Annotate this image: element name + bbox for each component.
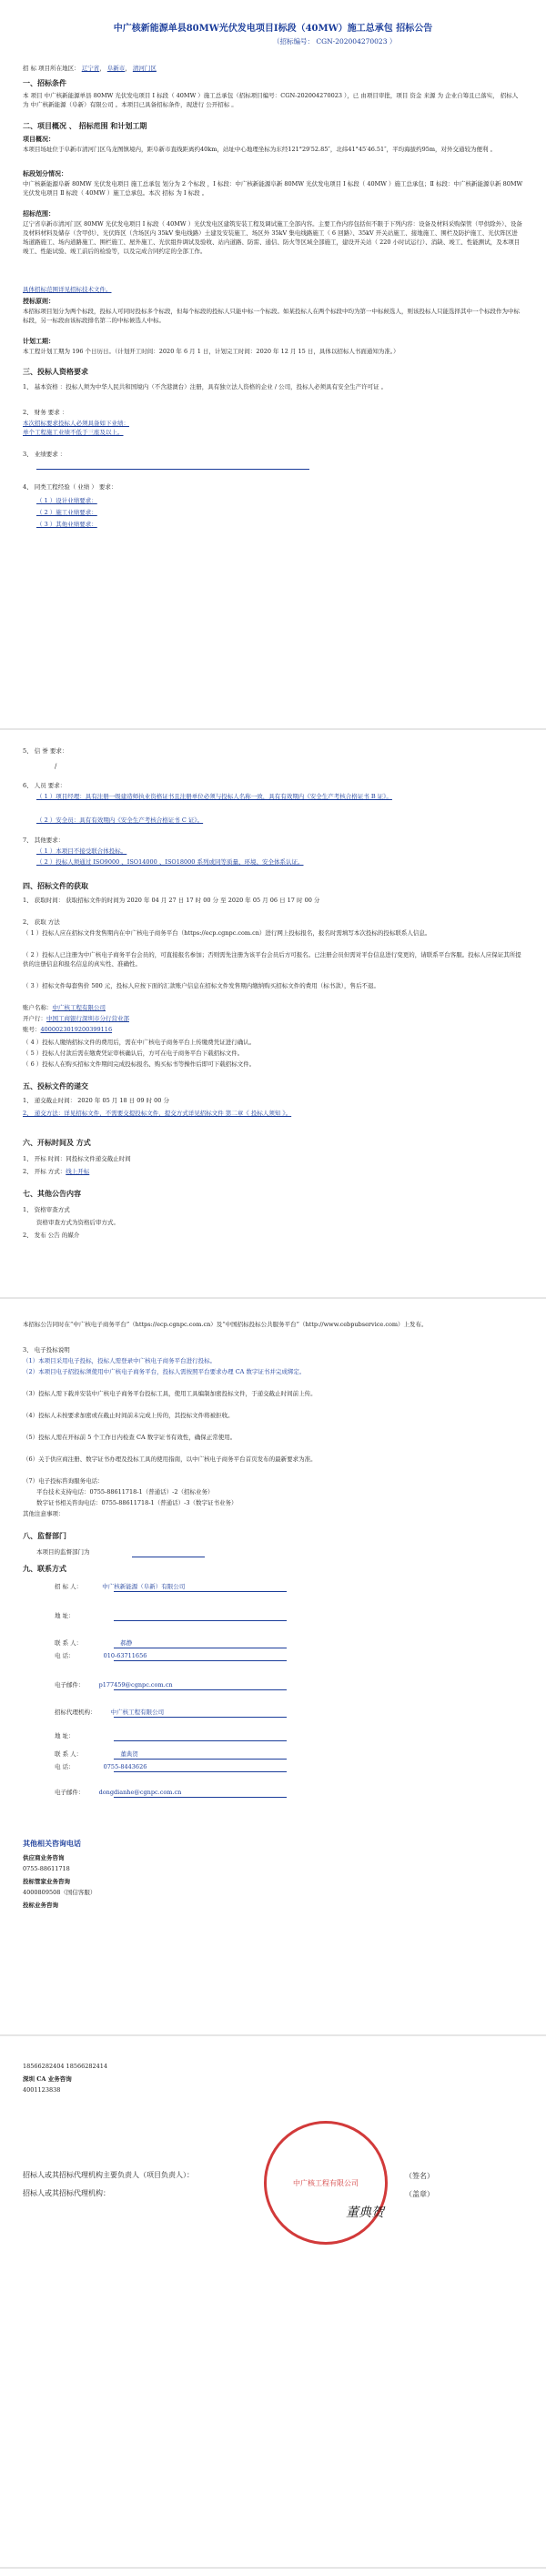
open-time: 1、 开标 时间：同投标文件递交截止时间 — [23, 1155, 131, 1162]
seal-blank: （盖章） — [405, 2190, 434, 2198]
tenderer-phone: 010-63711656 — [103, 1652, 147, 1659]
agent-addr-row: 地 址： — [55, 1732, 75, 1739]
award-principle-label: 授标原则： — [23, 298, 55, 305]
bid-phones: 18566282404 18566282414 — [23, 2063, 108, 2070]
award-principle-body: 本招标项目划分为两个标段，投标人可同时投标多个标段，但每个标段的投标人只能中标一个标段。如某投标人在两个标段中均为第一中标候选人，则该投标人只能选择其中一个标段作为中标标段，另一标段由该标段排名第二的中标候选人中标。 — [23, 308, 520, 324]
open-method-value: 线上开标 — [66, 1168, 90, 1175]
project-overview-body: 本项目场址位于阜新市清河门区乌龙图镇境内，距阜新市直线距离约40km，站址中心地理坐标为东经121°29′52.85″，北纬41°45′46.51″，平均海拔约95m，对外交通较为便利 。 — [23, 146, 497, 153]
get-method-3: （ 3 ）招标文件每套售价 500 元，投标人应按下面的汇款账户信息在招标文件发售期内缴纳购买招标文件的费用（标书款），售后不退。 — [23, 982, 380, 989]
requirement-4b: （ 2 ）施工业绩要求： — [36, 509, 97, 516]
signer-label: 招标人或其招标代理机构主要负责人（项目负责人）： — [23, 2171, 194, 2179]
requirement-7: 7、 其他要求： — [23, 837, 65, 844]
e-bid-1: （1）本项目采用电子投标，投标人需登录中广核电子商务平台进行投标。 — [23, 1357, 217, 1364]
page-title: 中广核新能源单县80MW光伏发电项目Ⅰ标段（40MW）施工总承包 招标公告 — [113, 24, 433, 34]
invest-phone: 4000809508（国信客服） — [23, 1889, 96, 1896]
ca-phone: 4001123838 — [23, 2086, 61, 2094]
sign-blank: （签名） — [405, 2172, 434, 2180]
tenderer-contact: 郝静 — [120, 1639, 133, 1647]
district: 清河门区 — [132, 65, 157, 72]
submit-deadline: 1、 递交截止时间： 2020 年 05 月 18 日 09 时 00 分 — [23, 1097, 169, 1104]
requirement-1: 1、 基本资格 ：投标人须为中华人民共和国境内（不含港澳台）注册，具有独立法人资格的企业 / 公司，投标人必须具有安全生产许可证 。 — [23, 383, 388, 390]
e-bid-4: （4）投标人未按要求加密或在截止时间前未完成上传的，其投标文件将被拒收。 — [23, 1412, 234, 1419]
city: 阜新市 — [106, 65, 126, 72]
section-8-heading: 八、监督部门 — [23, 1532, 66, 1540]
section-6-heading: 六、开标时间及 方式 — [23, 1139, 91, 1147]
e-bid-2: （2）本项目电子招投标须使用中广核电子商务平台，投标人需按照平台要求办理 CA 数字证书并完成绑定。 — [23, 1368, 306, 1375]
requirement-4a: （ 1 ）设计业绩要求： — [36, 497, 97, 504]
bank-row: 开户行：中国工商银行深圳市分行营业部 — [23, 1015, 129, 1022]
e-bid-7a: 平台技术支持电话：0755-88611718-1（普通话）-2（招标业务） — [36, 1488, 214, 1496]
scope-body: 辽宁省阜新市清河门区 80MW 光伏发电项目 Ⅰ 标段（ 40MW ）光伏发电区建筑安装工程及调试施工全部内容。主要工作内容包括但不限于下列内容：设备及材料采购保管（甲供除外）、设备及材料材料及储存（含甲供）、光伏阵区（含场区内 35kV 集电线路）土建及安装施工、场区外 35kV 集电线路施工（ 6 回路）、35kV 开关站施工、接地施工、围栏及防护施工、光伏阵区进场道路施工、场内道路施工、围栏施工、屋外施工、光伏组件调试及验收、站内道路、防雷、通信、防火等区域全部施工，建设开关站（ 220 小时试运行）、消缺、竣工、性能测试，及本项目竣工、性能试验、竣工前后的检验等，以及完成合同约定的全部工作。 — [23, 220, 522, 255]
province: 辽宁省 — [81, 65, 100, 72]
ca-label: 深圳 CA 业务咨询 — [23, 2075, 72, 2083]
tenderer-email-row: 电子邮件： p177459@cgnpc.com.cn — [55, 1681, 173, 1689]
get-method: 2、 获取 方法 — [23, 918, 60, 926]
bid-label: 投标业务咨询 — [23, 1902, 58, 1909]
bid-number: （招标编号： CGN-202004270023 ） — [273, 37, 397, 46]
get-method-4: （ 4 ）投标人缴纳招标文件的费用后，需在中广核电子商务平台上传缴费凭证进行确认。 — [23, 1039, 256, 1046]
agent-contact: 董典贺 — [120, 1750, 138, 1758]
requirement-4: 4、 同类工程经验（ 业绩 ） 要求： — [23, 483, 117, 491]
requirement-4c: （ 3 ）其他业绩要求： — [36, 521, 97, 528]
get-time: 1、 获取时间： 获取招标文件的时间为 2020 年 04 月 27 日 17 时 00 分 至 2020 年 05 月 06 日 17 时 00 分 — [23, 897, 320, 904]
section-7-heading: 七、其他公告内容 — [23, 1190, 81, 1198]
section-1-body: 本 项目 中广核新能源单县 80MW 光伏发电项目 Ⅰ 标段（ 40MW ）施工总承包（招标项目编号：CGN-202004270023 ），已 由项目审批，项目 资金 来源 为 企业自筹且已落实， 招标人为 中广核新能源（阜新）有限公司 。本项目已具备招标条件，现进行 公开招标 。 — [23, 92, 519, 108]
requirement-6: 6、 人员 要求： — [23, 782, 66, 789]
get-method-2: （ 2 ）投标人已注册为中广核电子商务平台会员的，可直接报名参加；否则需先注册为该平台会员后方可报名。已注册会员但需对平台信息进行变更的，请联系平台客服。投标人应保证其所提供的注册信息和报名信息的真实性、准确性。 — [23, 951, 521, 968]
e-bid-7b: 数字证书相关咨询电话：0755-88611718-1（普通话）-3（数字证书业务） — [36, 1499, 238, 1506]
section-5-heading: 五、投标文件的递交 — [23, 1082, 88, 1090]
review-method: 1、 资格审查方式 — [23, 1206, 70, 1213]
review-method-value: 资格审查方式为资格后审方式。 — [36, 1219, 119, 1226]
agent-phone-row: 电 话： 0755-8443626 — [55, 1763, 147, 1770]
requirement-2-body2: 单个工程施工业绩不低于三座及以上。 — [23, 429, 124, 436]
media: 2、 发布 公告 的媒介 — [23, 1232, 80, 1239]
requirement-6-1: （ 1 ）项目经理：具有注册一级建造师执业资格证书且注册单位必须与投标人名称一致，具有有效期内《安全生产考核合格证书 B 证》。 — [36, 793, 392, 800]
account-number: 4000023019200399116 — [40, 1026, 113, 1033]
e-bid-3: （3）投标人需下载并安装中广核电子商务平台投标工具，使用工具编制加密投标文件，于递交截止时间前上传。 — [23, 1390, 317, 1397]
open-method: 2、 开标 方式：线上开标 — [23, 1168, 90, 1175]
agent-email: dongdianhe@cgnpc.com.cn — [98, 1789, 182, 1796]
agent-row: 招标代理机构： 中广核工程有限公司 — [55, 1709, 165, 1716]
requirement-3: 3、 业绩要求 ： — [23, 451, 66, 458]
requirement-7-1: （ 1 ）本项目不接受联合体投标。 — [36, 847, 127, 855]
account-row: 账户名称：中广核工程有限公司 — [23, 1004, 106, 1011]
requirement-7-2: （ 2 ）投标人须通过 ISO9000 、ISO14000 、ISO18000 系列或同等质量、环境、安全体系认证。 — [36, 858, 304, 866]
tenderer-name: 中广核新能源（阜新）有限公司 — [102, 1583, 186, 1590]
tenderer-row: 招 标 人： 中广核新能源（阜新）有限公司 — [55, 1583, 186, 1590]
tenderer-addr-row: 地 址： — [55, 1612, 75, 1619]
tenderer-phone-row: 电 话： 010-63711656 — [55, 1652, 147, 1659]
media-body: 本招标公告同时在“中广核电子商务平台”（https://ecp.cgnpc.com.cn）及“中国招标投标公共服务平台”（http://www.cebpubservice.com）上发布。 — [23, 1321, 428, 1328]
submit-method: 2、 递交方法：详见招标文件，不需要交提投标文件，提交方式详见招标文件 第二章《 投标人须知 》。 — [23, 1110, 292, 1117]
section-4-heading: 四、招标文件的获取 — [23, 882, 88, 890]
seal-label: 招标人或其招标代理机构： — [23, 2189, 110, 2197]
scope-label: 招标范围： — [23, 210, 55, 218]
invest-label: 投标管家业务咨询 — [23, 1878, 70, 1885]
agent-phone: 0755-8443626 — [103, 1763, 147, 1770]
agent-email-row: 电子邮件： dongdianhe@cgnpc.com.cn — [55, 1789, 182, 1796]
requirement-6-2: （ 2 ）安全员：具有有效期内《安全生产考核合格证书 C 证》。 — [36, 816, 204, 824]
supplier-phone: 0755-88611718 — [23, 1865, 70, 1872]
project-location: 招 标 项目所在地区： 辽宁省， 阜新市， 清河门区 — [23, 65, 157, 72]
get-method-1: （ 1 ）投标人应在招标文件发售期内在中广核电子商务平台（https://ecp.cgnpc.com.cn）进行网上投标报名，报名时需填写本次投标的投标联系人信息。 — [23, 929, 431, 937]
section-9-heading: 九、联系方式 — [23, 1565, 66, 1573]
supervision-body: 本项目的监督部门为 — [36, 1548, 90, 1556]
project-overview-label: 项目概况： — [23, 136, 55, 143]
e-bid-7: （7）电子投标咨询服务电话： — [23, 1477, 104, 1485]
company-seal: 中广核工程有限公司 — [264, 2121, 388, 2245]
e-bid-5: （5）投标人需在开标前 5 个工作日内检查 CA 数字证书有效性，确保正常使用。 — [23, 1434, 237, 1441]
section-1-heading: 一、招标条件 — [23, 79, 66, 87]
bank-name: 中国工商银行深圳市分行营业部 — [46, 1015, 129, 1022]
e-bid-6: （6）关于供应商注册、数字证书办理及投标工具的使用指南，以中广核电子商务平台首页发布的最新要求为准。 — [23, 1455, 317, 1463]
get-method-5: （ 5 ）投标人付款后需在缴费凭证审核确认后，方可在电子商务平台下载招标文件。 — [23, 1050, 244, 1057]
tenderer-contact-row: 联 系 人： 郝静 — [55, 1639, 133, 1647]
scope-extra: 具体招标范围详见招标技术文件。 — [23, 286, 112, 293]
section-3-heading: 三、投标人资格要求 — [23, 368, 88, 376]
tenderer-email: p177459@cgnpc.com.cn — [98, 1681, 173, 1689]
requirement-5: 5、 信 誉 要求： — [23, 747, 68, 755]
other-contacts-heading: 其他相关咨询电话 — [23, 1839, 81, 1848]
agent-name: 中广核工程有限公司 — [110, 1709, 165, 1716]
schedule-body: 本工程计划工期为 196 个日历日。（计划开工时间：2020 年 6 月 1 日，计划完工时间：2020 年 12 月 15 日，具体以招标人书面通知为准。） — [23, 348, 399, 355]
e-bid-8: 其他注意事项： — [23, 1510, 65, 1517]
section-2-heading: 二、项目概况 、 招标范围 和计划工期 — [23, 122, 147, 130]
supplier-label: 供应商业务咨询 — [23, 1854, 65, 1861]
account-name: 中广核工程有限公司 — [52, 1004, 106, 1011]
requirement-2: 2、 财务 要求 ： — [23, 409, 68, 416]
handwritten-signature: 董典贺 — [346, 2206, 384, 2220]
number-row: 账号：4000023019200399116 — [23, 1026, 113, 1033]
get-method-6: （ 6 ）投标人在购买招标文件期间完成投标报名、购买标书等操作后即可下载招标文件。 — [23, 1060, 256, 1068]
lot-division-label: 标段划分情况： — [23, 170, 67, 177]
e-bid-heading: 3、 电子投标说明 — [23, 1346, 70, 1354]
requirement-2-body: 本次招标要求投标人必须具备如下业绩： — [23, 420, 129, 427]
lot-division-body: 中广核新能源阜新 80MW 光伏发电项目 施工总承包 划分为 2 个标段 ，Ⅰ 标段：中广核新能源阜新 80MW 光伏发电项目 Ⅰ 标段（ 40MW ）施工总承包；Ⅱ 标段：中广核新能源阜新 80MW 光伏发电项目 Ⅱ 标段（ 40MW ）施工总承包。本次 招标 为 Ⅰ 标段 。 — [23, 180, 523, 197]
agent-contact-row: 联 系 人： 董典贺 — [55, 1750, 138, 1758]
schedule-label: 计划工期： — [23, 338, 55, 345]
